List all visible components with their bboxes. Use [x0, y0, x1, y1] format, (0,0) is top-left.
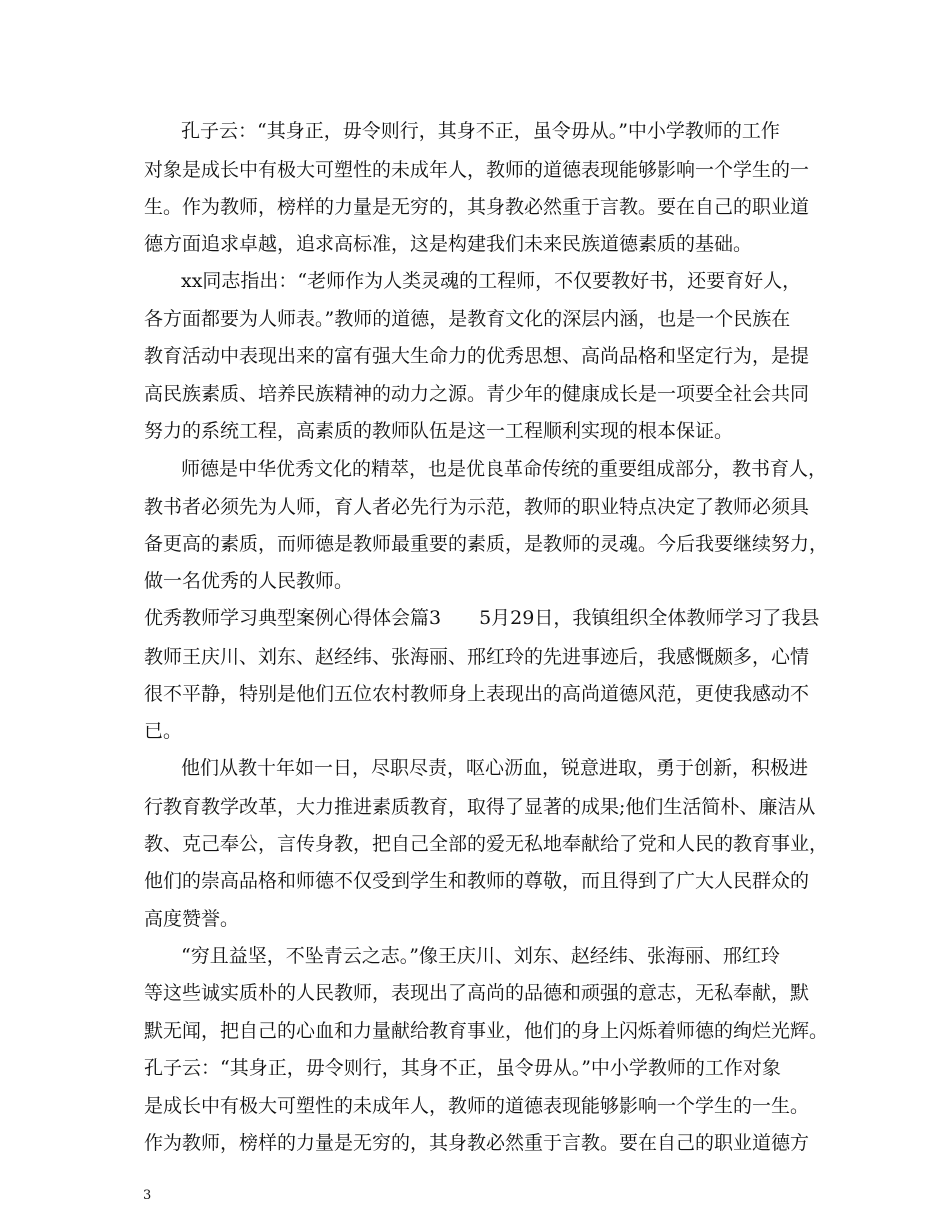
paragraph-1-line-3: 生。作为教师，榜样的力量是无穷的，其身教必然重于言教。要在自己的职业道 [144, 196, 810, 218]
paragraph-7-line-3: 作为教师，榜样的力量是无穷的，其身教必然重于言教。要在自己的职业道德方 [144, 1132, 810, 1154]
paragraph-5-line-5: 高度赞誉。 [144, 908, 240, 930]
paragraph-6-line-3: 默无闻，把自己的心血和力量献给教育事业，他们的身上闪烁着师德的绚烂光辉。 [144, 1020, 829, 1042]
paragraph-2-line-1: xx同志指出：“老师作为人类灵魂的工程师，不仅要教好书，还要育好人， [181, 270, 802, 292]
paragraph-5-line-4: 他们的崇高品格和师德不仅受到学生和教师的尊敬，而且得到了广大人民群众的 [144, 870, 810, 892]
paragraph-2-line-4: 高民族素质、培养民族精神的动力之源。青少年的健康成长是一项要全社会共同 [144, 383, 810, 405]
paragraph-7-line-2: 是成长中有极大可塑性的未成年人，教师的道德表现能够影响一个学生的一生。 [144, 1095, 810, 1117]
paragraph-1-line-1: 孔子云：“其身正，毋令则行，其身不正，虽令毋从。”中小学教师的工作 [181, 120, 780, 142]
paragraph-2-line-5: 努力的系统工程，高素质的教师队伍是这一工程顺利实现的根本保证。 [144, 420, 734, 442]
section-heading-line: 优秀教师学习典型案例心得体会篇3 5月29日，我镇组织全体教师学习了我县 [144, 607, 820, 629]
paragraph-5-line-2: 行教育教学改革，大力推进素质教育，取得了显著的成果;他们生活简朴、廉洁从 [144, 796, 816, 818]
paragraph-5-line-1: 他们从教十年如一日，尽职尽责，呕心沥血，锐意进取，勇于创新，积极进 [181, 757, 809, 779]
paragraph-2-line-3: 教育活动中表现出来的富有强大生命力的优秀思想、高尚品格和坚定行为，是提 [144, 345, 810, 367]
paragraph-7-line-1: 孔子云：“其身正，毋令则行，其身不正，虽令毋从。”中小学教师的工作对象 [144, 1057, 781, 1079]
page-number: 3 [143, 1188, 152, 1203]
paragraph-4-line-4: 已。 [144, 720, 183, 742]
paragraph-3-line-4: 做一名优秀的人民教师。 [144, 570, 354, 592]
paragraph-5-line-3: 教、克己奉公，言传身教，把自己全部的爱无私地奉献给了党和人民的教育事业， [144, 833, 829, 855]
paragraph-4-line-2: 教师王庆川、刘东、赵经纬、张海丽、邢红玲的先进事迹后，我感慨颇多，心情 [144, 646, 810, 668]
paragraph-1-line-4: 德方面追求卓越，追求高标准，这是构建我们未来民族道德素质的基础。 [144, 233, 753, 255]
paragraph-1-line-2: 对象是成长中有极大可塑性的未成年人，教师的道德表现能够影响一个学生的一 [144, 159, 810, 181]
paragraph-3-line-1: 师德是中华优秀文化的精萃，也是优良革命传统的重要组成部分，教书育人， [181, 458, 828, 480]
paragraph-4-line-3: 很不平静，特别是他们五位农村教师身上表现出的高尚道德风范，更使我感动不 [144, 683, 810, 705]
paragraph-6-line-1: “穷且益坚，不坠青云之志。”像王庆川、刘东、赵经纬、张海丽、邢红玲 [181, 945, 780, 967]
paragraph-6-line-2: 等这些诚实质朴的人民教师，表现出了高尚的品德和顽强的意志，无私奉献，默 [144, 982, 810, 1004]
paragraph-3-line-3: 备更高的素质，而师德是教师最重要的素质，是教师的灵魂。今后我要继续努力， [144, 533, 829, 555]
paragraph-2-line-2: 各方面都要为人师表。”教师的道德，是教育文化的深层内涵，也是一个民族在 [144, 308, 791, 330]
paragraph-3-line-2: 教书者必须先为人师，育人者必先行为示范，教师的职业特点决定了教师必须具 [144, 496, 810, 518]
